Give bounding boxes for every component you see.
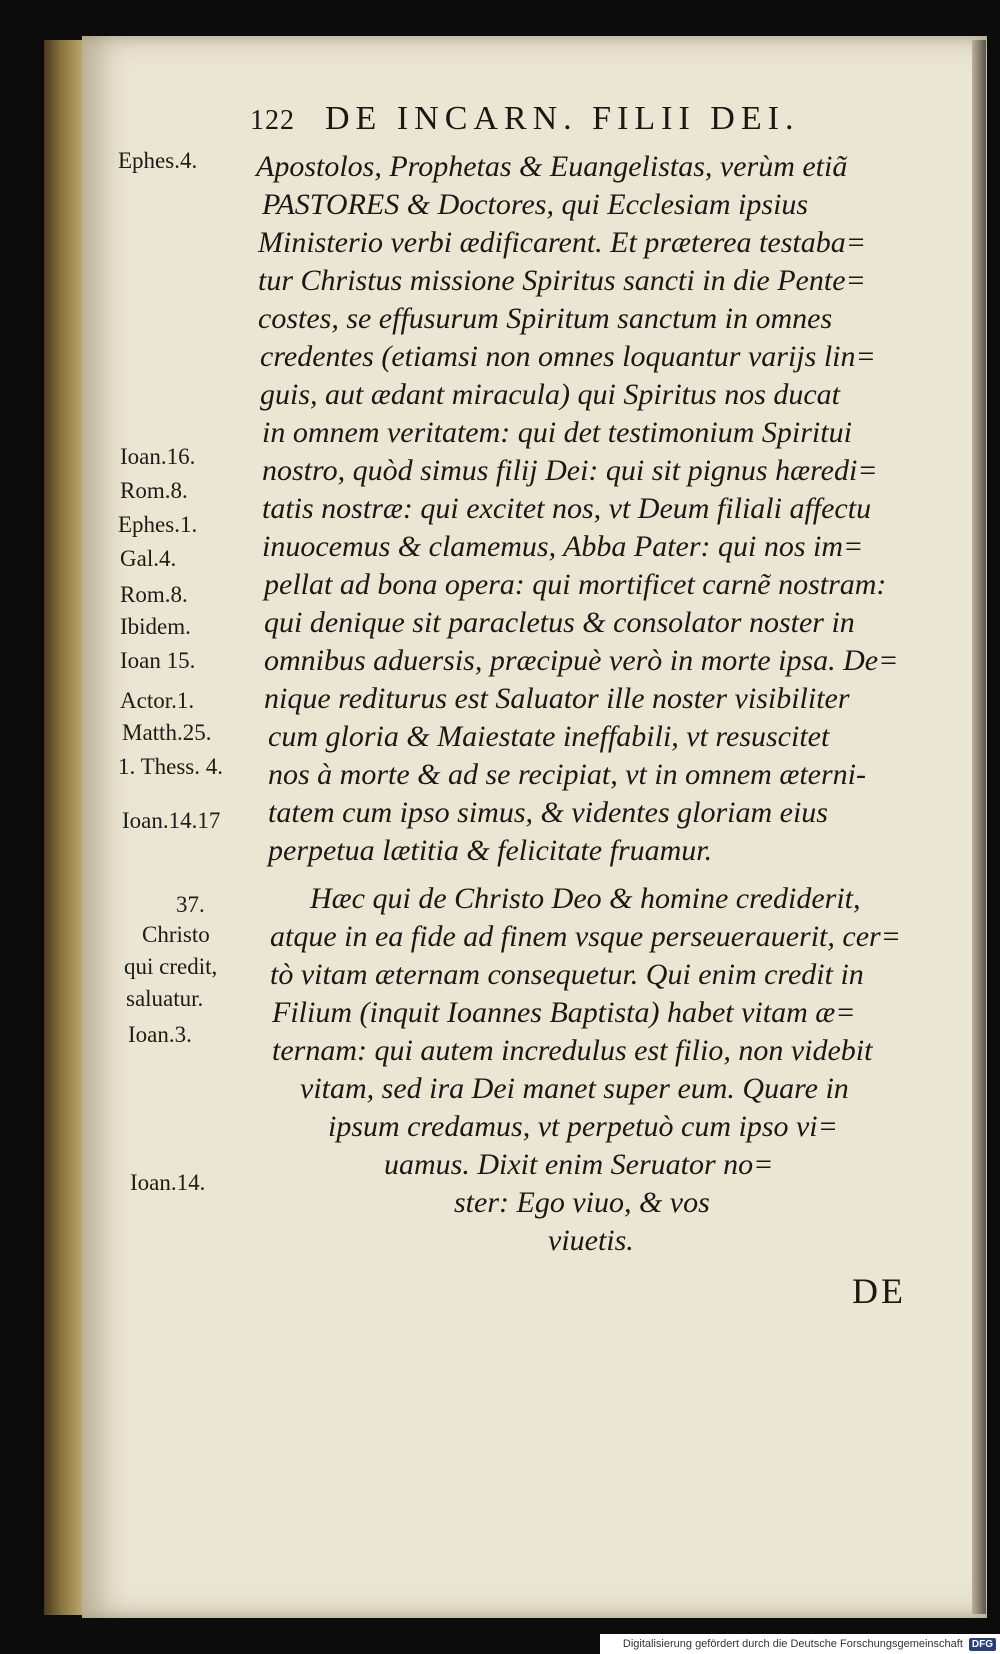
text-line: tur Christus missione Spiritus sancti in die Pente= [258, 264, 866, 297]
text-line: Filium (inquit Ioannes Baptista) habet vitam æ= [272, 996, 856, 1029]
text-line: tò vitam æternam consequetur. Qui enim credit in [270, 958, 864, 991]
text-line: Apostolos, Prophetas & Euangelistas, verùm etiã [256, 150, 848, 183]
text-line: pellat ad bona opera: qui mortificet carnẽ nostram: [264, 568, 887, 601]
text-line: ternam: qui autem incredulus est filio, non videbit [272, 1034, 873, 1067]
text-line: tatis nostræ: qui excitet nos, vt Deum filiali affectu [262, 492, 872, 525]
running-title: DE INCARN. FILII DEI. [325, 100, 800, 137]
text-line: qui denique sit paracletus & consolator noster in [264, 606, 855, 639]
text-line: nique rediturus est Saluator ille noster visibiliter [264, 682, 850, 715]
margin-note: Gal.4. [120, 546, 177, 571]
margin-note: Christo [142, 922, 210, 947]
margin-note: Rom.8. [120, 582, 188, 607]
text-line: ster: Ego viuo, & vos [454, 1186, 710, 1219]
dfg-logo: DFG [969, 1638, 996, 1651]
margin-note: qui credit, [124, 954, 218, 979]
text-line: vitam, sed ira Dei manet super eum. Quare in [300, 1072, 849, 1105]
margin-note: Rom.8. [120, 478, 188, 503]
running-head [250, 100, 850, 140]
text-line: costes, se effusurum Spiritum sanctum in omnes [258, 302, 833, 335]
margin-note: Matth.25. [122, 720, 212, 745]
credit-text: Digitalisierung gefördert durch die Deutsche Forschungsgemeinschaft [622, 1638, 963, 1650]
text-line: inuocemus & clamemus, Abba Pater: qui nos im= [262, 530, 864, 563]
margin-note: Ioan 15. [120, 648, 196, 673]
text-line: Ministerio verbi ædificarent. Et præterea testaba= [258, 226, 866, 259]
text-line: nos à morte & ad se recipiat, vt in omnem æterni- [268, 758, 866, 791]
digitization-credit [600, 1634, 1000, 1654]
text-line: cum gloria & Maiestate ineffabili, vt resuscitet [268, 720, 830, 753]
text-line: Hæc qui de Christo Deo & homine crediderit, [310, 882, 861, 915]
text-line: perpetua lætitia & felicitate fruamur. [268, 834, 713, 867]
page-number: 122 [250, 105, 295, 136]
text-line: credentes (etiamsi non omnes loquantur varijs lin= [260, 340, 876, 373]
text-line: in omnem veritatem: qui det testimonium Spiritui [262, 416, 852, 449]
text-line: tatem cum ipso simus, & videntes gloriam eius [268, 796, 828, 829]
margin-note: Ioan.16. [120, 444, 196, 469]
margin-note: Ioan.14. [130, 1170, 206, 1195]
margin-note: Ioan.3. [128, 1022, 192, 1047]
text-line: nostro, quòd simus filij Dei: qui sit pignus hæredi= [262, 454, 878, 487]
text-line: atque in ea fide ad finem vsque perseuerauerit, cer= [270, 920, 901, 953]
text-line: PASTORES & Doctores, qui Ecclesiam ipsius [262, 188, 809, 221]
margin-note: Ioan.14.17 [122, 808, 221, 833]
page-fore-edge [972, 40, 986, 1614]
text-line: omnibus aduersis, præcipuè verò in morte ipsa. De= [264, 644, 899, 677]
text-line: viuetis. [548, 1224, 634, 1257]
margin-note: 1. Thess. 4. [118, 754, 223, 779]
text-line: guis, aut ædant miracula) qui Spiritus nos ducat [260, 378, 841, 411]
margin-note: saluatur. [126, 986, 204, 1011]
margin-note: Ephes.1. [118, 512, 198, 537]
margin-note: Ibidem. [120, 614, 191, 639]
text-line: uamus. Dixit enim Seruator no= [384, 1148, 774, 1181]
margin-note: Actor.1. [120, 688, 195, 713]
text-line: ipsum credamus, vt perpetuò cum ipso vi= [328, 1110, 838, 1143]
margin-note: Ephes.4. [118, 148, 198, 173]
margin-note: 37. [176, 892, 205, 917]
catchword: DE [852, 1271, 906, 1311]
